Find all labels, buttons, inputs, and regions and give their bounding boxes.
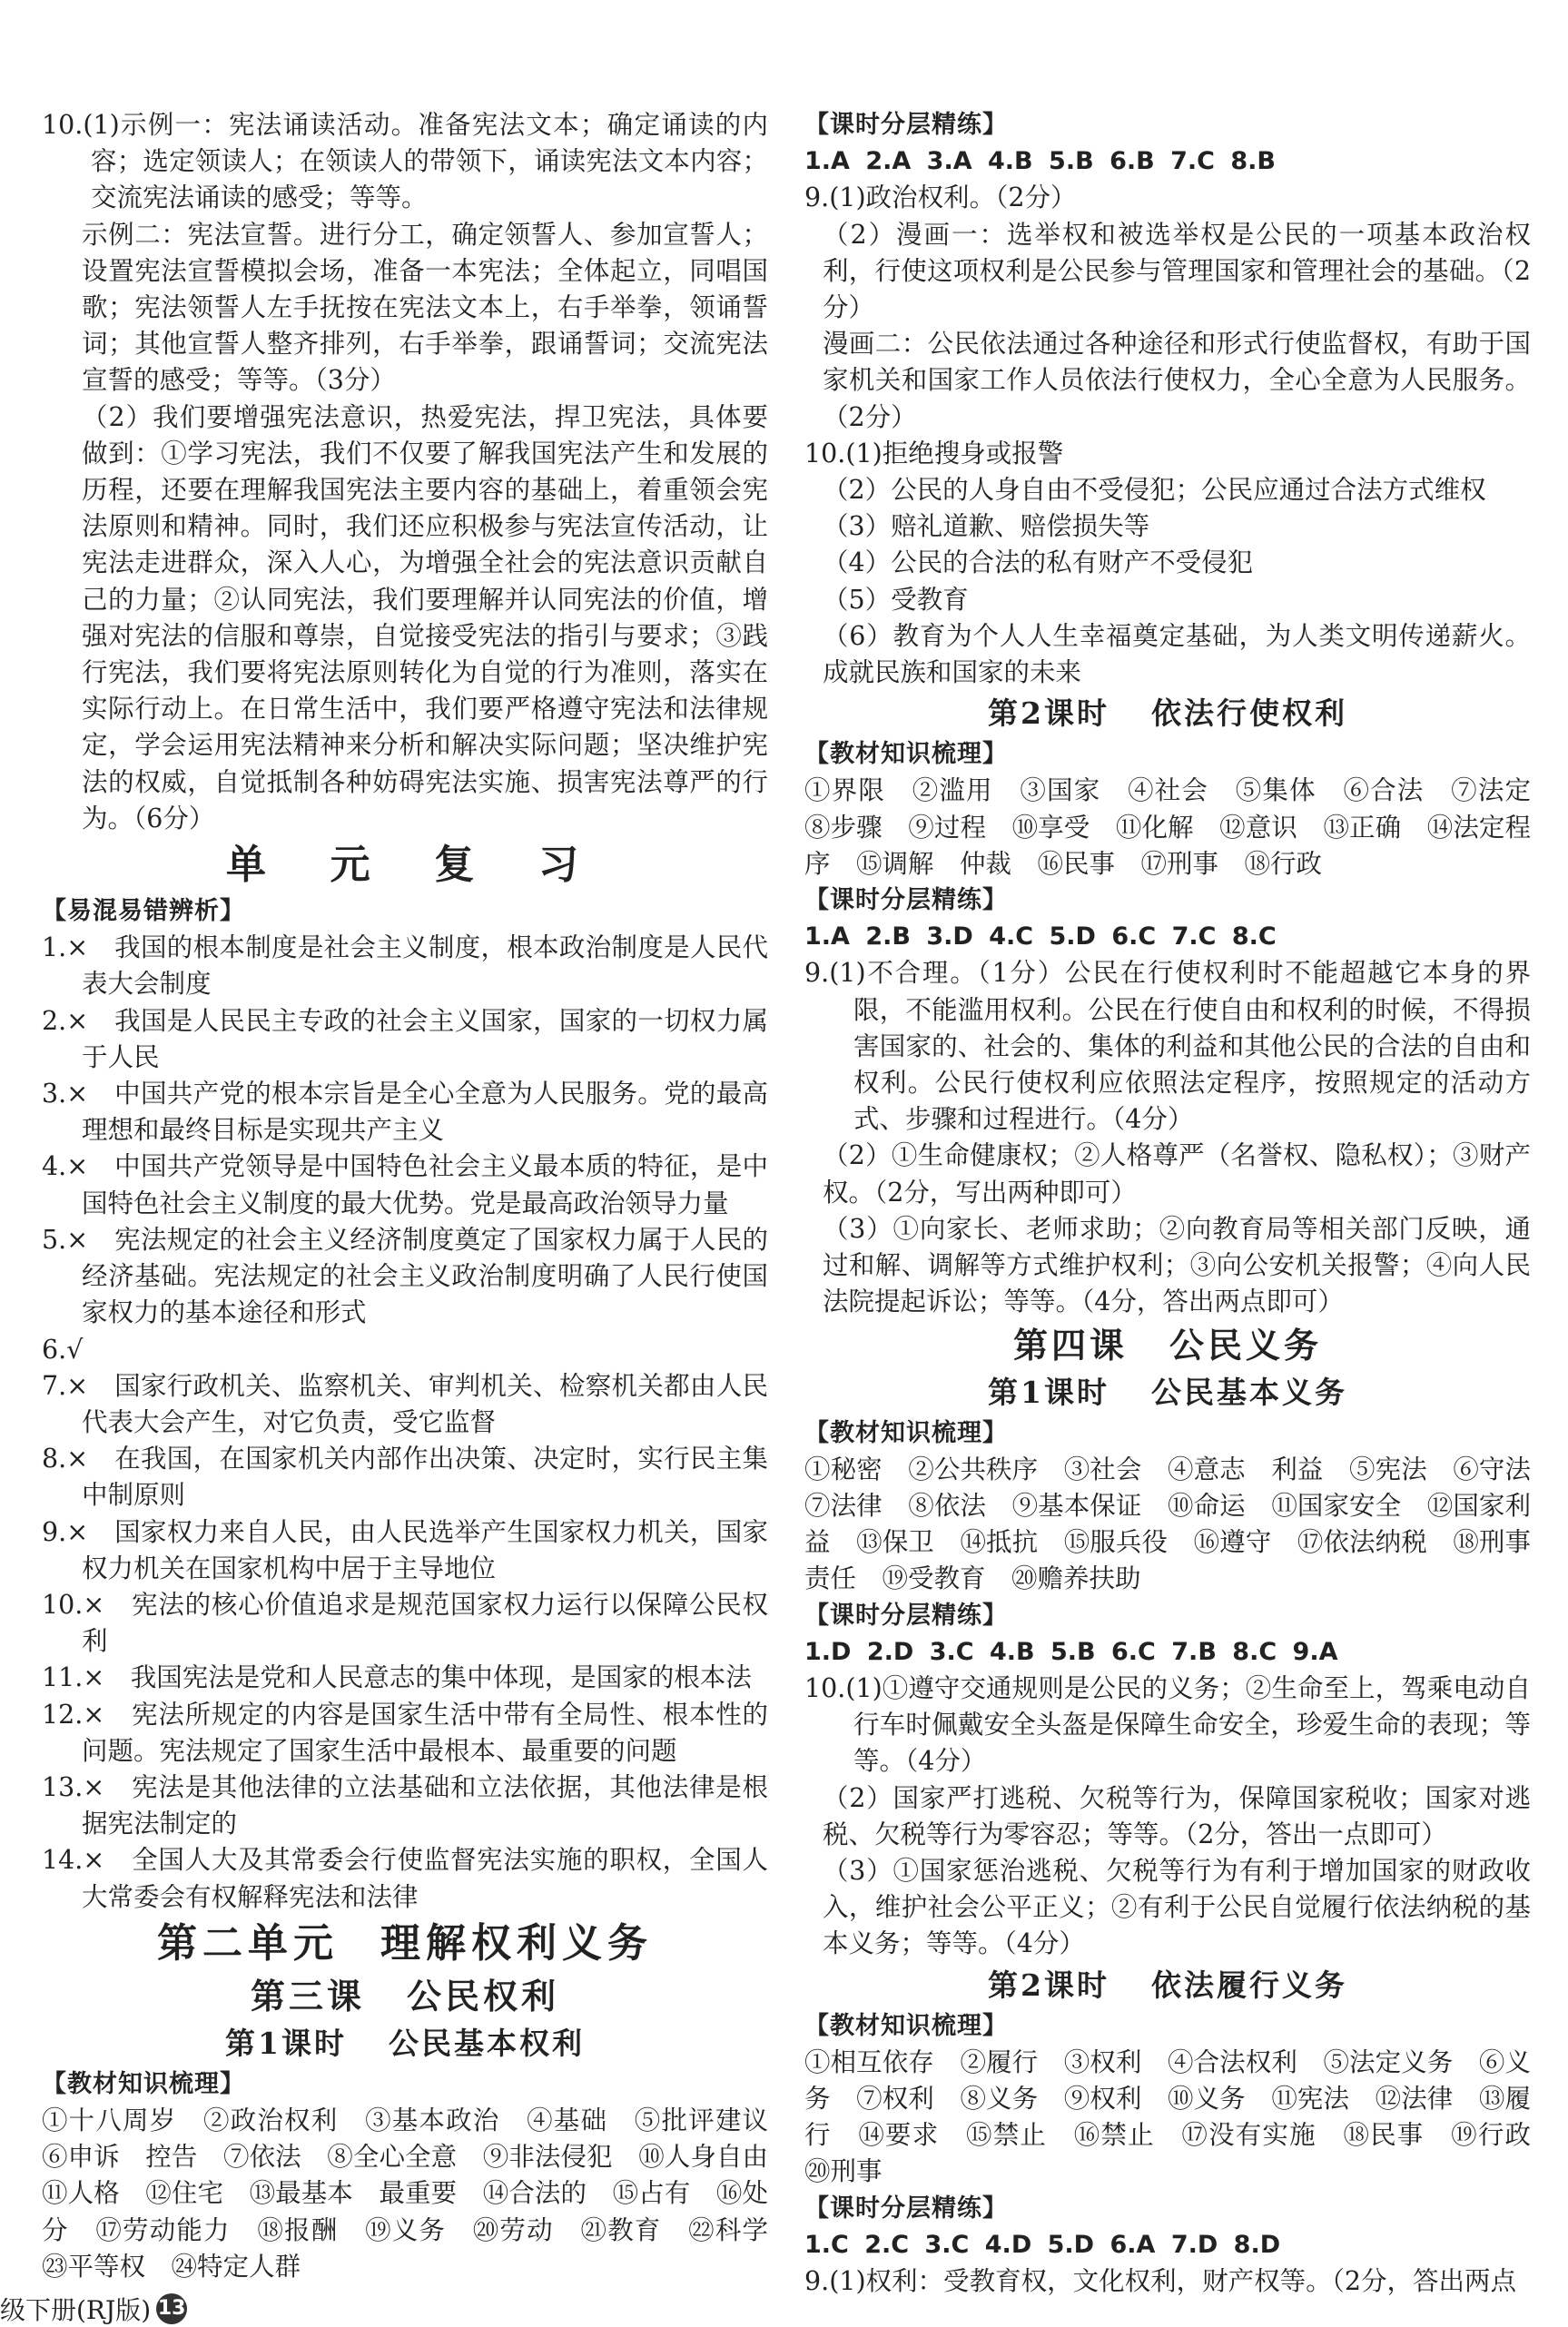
list-item: 9.× 国家权力来自人民，由人民选举产生国家权力机关，国家权力机关在国家机构中居于主导地位 <box>42 1516 768 1583</box>
period-4-1-heading: 第1课时 公民基本义务 <box>988 1374 1347 1410</box>
answer-10-2: （2）我们要增强宪法意识，热爱宪法，捍卫宪法，具体要做到：①学习宪法，我们不仅要了解我国宪法产生和发展的历程，还要在理解我国宪法主要内容的基础上，着重领会宪法原则和精神。同时，我们还应积极参与宪法宣传活动，让宪法走进群众，深入人心，为增强全社会的宪法意识贡献自己的力量；②认同宪法，我们要理解并认同宪法的价值，增强对宪法的信服和尊崇，自觉接受宪法的指引与要求；③践行宪法，我们要将宪法原则转化为自觉的行为准则，落实在实际行动上。在日常生活中，我们要严格遵守宪法和法律规定，学会运用宪法精神来分析和解决实际问题；坚决维护宪法的权威，自觉抵制各种妨碍宪法实施、损害宪法尊严的行为。（6分） <box>82 401 768 833</box>
answer-10-3: （3）①国家惩治逃税、欠税等行为有利于增加国家的财政收入，维护社会公平正义；②有利于公民自觉履行依法纳税的基本义务；等等。（4分） <box>823 1855 1531 1959</box>
answer-10-5: （5）受教育 <box>823 584 969 615</box>
period-4-2-heading: 第2课时 依法履行义务 <box>988 1967 1347 2003</box>
answer-9-1: 9.(1)权利：受教育权，文化权利，财产权等。（2分，答出两点 <box>804 2265 1516 2296</box>
period-2-heading: 第2课时 依法行使权利 <box>988 695 1347 732</box>
list-item: 1.× 我国的根本制度是社会主义制度，根本政治制度是人民代表大会制度 <box>42 932 768 1000</box>
choice-answers: 1.A 2.B 3.D 4.C 5.D 6.C 7.C 8.C <box>804 922 1277 952</box>
answer-10-1: 10.(1)①遵守交通规则是公民的义务；②生命至上，驾乘电动自行车时佩戴安全头盔是保障生命安全，珍爱生命的表现；等等。（4分） <box>804 1672 1531 1777</box>
answer-10-3: （3）赔礼道歉、赔偿损失等 <box>823 511 1150 542</box>
period-1-heading: 第1课时 公民基本权利 <box>225 2025 585 2061</box>
knowledge-answers: ①相互依存 ②履行 ③权利 ④合法权利 ⑤法定义务 ⑥义务 ⑦权利 ⑧义务 ⑨权利 ⑩义务 ⑪宪法 ⑫法律 ⑬履行 ⑭要求 ⑮禁止 ⑯禁止 ⑰没有实施 ⑱民事 ⑲行政 ⑳刑事 <box>804 2046 1557 2187</box>
section-label-practice: 【课时分层精练】 <box>804 111 1008 139</box>
lesson-4-heading: 第四课 公民义务 <box>1012 1324 1323 1366</box>
section-label-knowledge: 【教材知识梳理】 <box>42 2069 245 2098</box>
choice-answers: 1.C 2.C 3.C 4.D 5.D 6.A 7.D 8.D <box>804 2230 1281 2259</box>
unit-2-heading: 第二单元 理解权利义务 <box>157 1919 653 1967</box>
knowledge-answers: ①秘密 ②公共秩序 ③社会 ④意志 利益 ⑤宪法 ⑥守法 ⑦法律 ⑧依法 ⑨基本保证 ⑩命运 ⑪国家安全 ⑫国家利益 ⑬保卫 ⑭抵抗 ⑮服兵役 ⑯遵守 ⑰依法纳税 ⑱刑事责任 ⑲受教育 ⑳赡养扶助 <box>804 1454 1557 1594</box>
list-item: 12.× 宪法所规定的内容是国家生活中带有全局性、根本性的问题。宪法规定了国家生活中最根本、最重要的问题 <box>42 1699 768 1766</box>
section-label-practice: 【课时分层精练】 <box>804 2194 1008 2223</box>
section-label-practice: 【课时分层精练】 <box>804 886 1008 915</box>
answer-10-1: 10.(1)拒绝搜身或报警 <box>804 438 1064 468</box>
list-item: 6.√ <box>42 1334 84 1365</box>
list-item: 2.× 我国是人民民主专政的社会主义国家，国家的一切权力属于人民 <box>42 1005 768 1072</box>
list-item: 13.× 宪法是其他法律的立法基础和立法依据，其他法律是根据宪法制定的 <box>42 1771 768 1839</box>
answer-9-3: 漫画二：公民依法通过各种途径和形式行使监督权，有助于国家机关和国家工作人员依法行使权力，全心全意为人民服务。（2分） <box>823 329 1531 432</box>
section-label-knowledge: 【教材知识梳理】 <box>804 2011 1008 2040</box>
section-label-practice: 【课时分层精练】 <box>804 1601 1008 1630</box>
list-item: 4.× 中国共产党领导是中国特色社会主义最本质的特征，是中国特色社会主义制度的最大优势。党是最高政治领导力量 <box>42 1151 768 1218</box>
answer-10-1-example2: 示例二：宪法宣誓。进行分工，确定领誓人、参加宣誓人；设置宪法宣誓模拟会场，准备一本宪法；全体起立，同唱国歌；宪法领誓人左手抚按在宪法文本上，右手举拳，领诵誓词；其他宣誓人整齐排列，右手举拳，跟诵誓词；交流宪法宣誓的感受；等等。（3分） <box>82 219 768 396</box>
list-item: 8.× 在我国，在国家机关内部作出决策、决定时，实行民主集中制原则 <box>42 1444 768 1511</box>
section-label-knowledge: 【教材知识梳理】 <box>804 740 1008 769</box>
answer-9-2: （2）漫画一：选举权和被选举权是公民的一项基本政治权利，行使这项权利是公民参与管理国家和管理社会的基础。（2分） <box>823 219 1531 323</box>
answer-9-2: （2）①生命健康权；②人格尊严（名誉权、隐私权）；③财产权。（2分，写出两种即可） <box>823 1140 1531 1208</box>
lesson-3-heading: 第三课 公民权利 <box>250 1975 560 2016</box>
answer-10-2: （2）国家严打逃税、欠税等行为，保障国家税收；国家对逃税、欠税等行为零容忍；等等。（2分，答出一点即可） <box>823 1782 1531 1849</box>
list-item: 11.× 我国宪法是党和人民意志的集中体现，是国家的根本法 <box>42 1662 752 1693</box>
answer-10-4: （4）公民的合法的私有财产不受侵犯 <box>823 547 1254 578</box>
section-label-confuse: 【易混易错辨析】 <box>42 897 245 926</box>
answer-9-3: （3）①向家长、老师求助；②向教育局等相关部门反映，通过和解、调解等方式维护权利；③向公安机关报警；④向人民法院提起诉讼；等等。（4分，答出两点即可） <box>823 1213 1531 1317</box>
answer-10-6: （6）教育为个人人生幸福奠定基础，为人类文明传递薪火。成就民族和国家的未来 <box>823 620 1531 688</box>
page-number: 13 <box>156 2293 187 2324</box>
answer-9-1: 9.(1)不合理。（1分）公民在行使权利时不能超越它本身的界限，不能滥用权利。公民在行使自由和权利的时候，不得损害国家的、社会的、集体的利益和其他公民的合法的自由和权利。公民行使权利应依照法定程序，按照规定的活动方式、步骤和过程进行。（4分） <box>804 958 1531 1135</box>
choice-answers: 1.D 2.D 3.C 4.B 5.B 6.C 7.B 8.C 9.A <box>804 1637 1338 1666</box>
right-column <box>804 107 1557 2300</box>
choice-answers: 1.A 2.A 3.A 4.B 5.B 6.B 7.C 8.B <box>804 147 1276 176</box>
knowledge-answers: ①界限 ②滥用 ③国家 ④社会 ⑤集体 ⑥合法 ⑦法定 ⑧步骤 ⑨过程 ⑩享受 ⑪化解 ⑫意识 ⑬正确 ⑭法定程序 ⑮调解 仲裁 ⑯民事 ⑰刑事 ⑱行政 <box>804 775 1557 879</box>
section-label-knowledge: 【教材知识梳理】 <box>804 1418 1008 1447</box>
list-item: 5.× 宪法规定的社会主义经济制度奠定了国家权力属于人民的经济基础。宪法规定的社会主义政治制度明确了人民行使国家权力的基本途径和形式 <box>42 1224 768 1328</box>
answer-9-1: 9.(1)政治权利。（2分） <box>804 182 1077 213</box>
list-item: 10.× 宪法的核心价值追求是规范国家权力运行以保障公民权利 <box>42 1589 768 1657</box>
list-item: 3.× 中国共产党的根本宗旨是全心全意为人民服务。党的最高理想和最终目标是实现共产主义 <box>42 1079 768 1146</box>
unit-review-heading: 单 元 复 习 <box>226 842 584 889</box>
knowledge-answers: ①十八周岁 ②政治权利 ③基本政治 ④基础 ⑤批评建议 ⑥申诉 控告 ⑦依法 ⑧全心全意 ⑨非法侵犯 ⑩人身自由 ⑪人格 ⑫住宅 ⑬最基本 最重要 ⑭合法的 ⑮占有 ⑯处分 ⑰劳动能力 ⑱报酬 ⑲义务 ⑳劳动 ㉑教育 ㉒科学 ㉓平等权 ㉔特定人群 <box>42 2105 794 2282</box>
answer-10-1: 10.(1)示例一：宪法诵读活动。准备宪法文本；确定诵读的内容；选定领读人；在领读人的带领下，诵读宪法文本内容；交流宪法诵读的感受；等等。 <box>42 110 768 213</box>
list-item: 14.× 全国人大及其常委会行使监督宪法实施的职权，全国人大常委会有权解释宪法和法律 <box>42 1845 768 1912</box>
page-footer <box>0 2291 187 2327</box>
footer-text: 级下册(RJ版) <box>0 2295 152 2325</box>
list-item: 7.× 国家行政机关、监察机关、审判机关、检察机关都由人民代表大会产生，对它负责，受它监督 <box>42 1370 768 1437</box>
answer-10-2: （2）公民的人身自由不受侵犯；公民应通过合法方式维权 <box>823 475 1486 506</box>
left-column <box>42 107 794 2285</box>
